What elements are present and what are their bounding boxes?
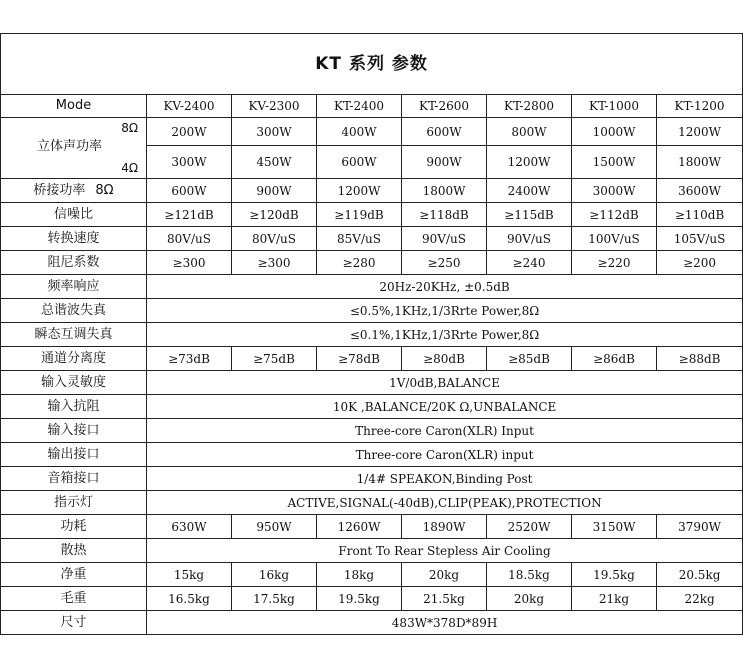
value-cell: 105V/uS [657, 227, 743, 251]
table-row-snr [1, 203, 743, 227]
value-cell: 400W [317, 118, 402, 146]
model-cell: KV-2300 [232, 95, 317, 118]
stereo-label-text: 立体声功率 [37, 139, 103, 154]
impedance-label: 输入抗阻 [1, 395, 147, 419]
value-cell: 18.5kg [487, 563, 572, 587]
table-row-output-conn [1, 443, 743, 467]
speaker-conn-value: 1/4# SPEAKON,Binding Post [147, 467, 743, 491]
value-cell: 2400W [487, 179, 572, 203]
value-cell: 20kg [402, 563, 487, 587]
value-cell: ≥115dB [487, 203, 572, 227]
table-row-damping [1, 251, 743, 275]
cooling-label: 散热 [1, 539, 147, 563]
value-cell: ≥120dB [232, 203, 317, 227]
ohm4-label: 4Ω [121, 161, 138, 175]
model-cell: KT-2400 [317, 95, 402, 118]
value-cell: ≥75dB [232, 347, 317, 371]
power-consumption-label: 功耗 [1, 515, 147, 539]
value-cell: 600W [317, 146, 402, 179]
value-cell: 21kg [572, 587, 657, 611]
value-cell: ≥240 [487, 251, 572, 275]
value-cell: 3000W [572, 179, 657, 203]
bridge-power-label [1, 179, 147, 203]
value-cell: 900W [232, 179, 317, 203]
table-row-mode [1, 95, 743, 118]
value-cell: 200W [147, 118, 232, 146]
value-cell: ≥300 [147, 251, 232, 275]
indicator-value: ACTIVE,SIGNAL(-40dB),CLIP(PEAK),PROTECTION [147, 491, 743, 515]
table-row-freq [1, 275, 743, 299]
snr-label: 信噪比 [1, 203, 147, 227]
table-row-cooling [1, 539, 743, 563]
value-cell: 1800W [657, 146, 743, 179]
value-cell: ≥80dB [402, 347, 487, 371]
value-cell: 90V/uS [487, 227, 572, 251]
impedance-value: 10K ,BALANCE/20K Ω,UNBALANCE [147, 395, 743, 419]
table-row-impedance [1, 395, 743, 419]
table-row-gross-weight [1, 587, 743, 611]
value-cell: 3600W [657, 179, 743, 203]
ohm8-label: 8Ω [121, 121, 138, 135]
value-cell: 800W [487, 118, 572, 146]
damping-label: 阻尼系数 [1, 251, 147, 275]
value-cell: 3790W [657, 515, 743, 539]
value-cell: 22kg [657, 587, 743, 611]
sensitivity-value: 1V/0dB,BALANCE [147, 371, 743, 395]
model-cell: KT-1200 [657, 95, 743, 118]
dimensions-value: 483W*378D*89H [147, 611, 743, 635]
table-row-dimensions [1, 611, 743, 635]
value-cell: ≥220 [572, 251, 657, 275]
value-cell: ≥88dB [657, 347, 743, 371]
cooling-value: Front To Rear Stepless Air Cooling [147, 539, 743, 563]
table-row-imd [1, 323, 743, 347]
value-cell: ≥112dB [572, 203, 657, 227]
value-cell: ≥121dB [147, 203, 232, 227]
speaker-conn-label: 音箱接口 [1, 467, 147, 491]
model-cell: KT-2600 [402, 95, 487, 118]
value-cell: ≥119dB [317, 203, 402, 227]
value-cell: 80V/uS [147, 227, 232, 251]
value-cell: 18kg [317, 563, 402, 587]
value-cell: 1800W [402, 179, 487, 203]
value-cell: 19.5kg [317, 587, 402, 611]
value-cell: ≥250 [402, 251, 487, 275]
value-cell: 16.5kg [147, 587, 232, 611]
table-row-power-consumption [1, 515, 743, 539]
value-cell: 1200W [657, 118, 743, 146]
mode-label: Mode [1, 95, 147, 118]
indicator-label: 指示灯 [1, 491, 147, 515]
value-cell: ≥110dB [657, 203, 743, 227]
value-cell: 1500W [572, 146, 657, 179]
slew-label: 转换速度 [1, 227, 147, 251]
sensitivity-label: 输入灵敏度 [1, 371, 147, 395]
value-cell: 80V/uS [232, 227, 317, 251]
value-cell: ≥200 [657, 251, 743, 275]
table-row-stereo-8 [1, 118, 743, 146]
table-row-separation [1, 347, 743, 371]
value-cell: 600W [147, 179, 232, 203]
net-weight-label: 净重 [1, 563, 147, 587]
freq-value: 20Hz-20KHz, ±0.5dB [147, 275, 743, 299]
model-cell: KT-2800 [487, 95, 572, 118]
thd-label: 总谐波失真 [1, 299, 147, 323]
separation-label: 通道分离度 [1, 347, 147, 371]
value-cell: 90V/uS [402, 227, 487, 251]
value-cell: ≥86dB [572, 347, 657, 371]
value-cell: 20kg [487, 587, 572, 611]
value-cell: 600W [402, 118, 487, 146]
value-cell: 1200W [487, 146, 572, 179]
input-conn-value: Three-core Caron(XLR) Input [147, 419, 743, 443]
value-cell: 17.5kg [232, 587, 317, 611]
table-row-speaker-conn [1, 467, 743, 491]
model-cell: KT-1000 [572, 95, 657, 118]
value-cell: 19.5kg [572, 563, 657, 587]
model-cell: KV-2400 [147, 95, 232, 118]
value-cell: 15kg [147, 563, 232, 587]
table-row-slew [1, 227, 743, 251]
table-row-input-conn [1, 419, 743, 443]
table-row-thd [1, 299, 743, 323]
value-cell: 1200W [317, 179, 402, 203]
input-conn-label: 输入接口 [1, 419, 147, 443]
output-conn-value: Three-core Caron(XLR) input [147, 443, 743, 467]
value-cell: 21.5kg [402, 587, 487, 611]
value-cell: 1000W [572, 118, 657, 146]
value-cell: 900W [402, 146, 487, 179]
value-cell: 3150W [572, 515, 657, 539]
table-row-indicator [1, 491, 743, 515]
table-row-bridge [1, 179, 743, 203]
table-row-net-weight [1, 563, 743, 587]
gross-weight-label: 毛重 [1, 587, 147, 611]
bridge-label-text: 桥接功率 [33, 182, 86, 198]
value-cell: 2520W [487, 515, 572, 539]
value-cell: 1260W [317, 515, 402, 539]
imd-value: ≤0.1%,1KHz,1/3Rrte Power,8Ω [147, 323, 743, 347]
freq-label: 频率响应 [1, 275, 147, 299]
value-cell: 16kg [232, 563, 317, 587]
value-cell: 1890W [402, 515, 487, 539]
value-cell: 85V/uS [317, 227, 402, 251]
thd-value: ≤0.5%,1KHz,1/3Rrte Power,8Ω [147, 299, 743, 323]
table-row-sensitivity [1, 371, 743, 395]
value-cell: ≥78dB [317, 347, 402, 371]
value-cell: ≥73dB [147, 347, 232, 371]
value-cell: 20.5kg [657, 563, 743, 587]
value-cell: ≥85dB [487, 347, 572, 371]
value-cell: ≥300 [232, 251, 317, 275]
value-cell: 100V/uS [572, 227, 657, 251]
output-conn-label: 输出接口 [1, 443, 147, 467]
spec-sheet [0, 33, 742, 635]
imd-label: 瞬态互调失真 [1, 323, 147, 347]
value-cell: 450W [232, 146, 317, 179]
stereo-power-label [1, 118, 147, 179]
bridge-ohm-label: 8Ω [95, 182, 114, 198]
value-cell: 300W [147, 146, 232, 179]
value-cell: 950W [232, 515, 317, 539]
value-cell: ≥280 [317, 251, 402, 275]
table-title: KT 系列 参数 [1, 34, 743, 95]
spec-table [0, 33, 743, 635]
dimensions-label: 尺寸 [1, 611, 147, 635]
value-cell: ≥118dB [402, 203, 487, 227]
value-cell: 300W [232, 118, 317, 146]
value-cell: 630W [147, 515, 232, 539]
